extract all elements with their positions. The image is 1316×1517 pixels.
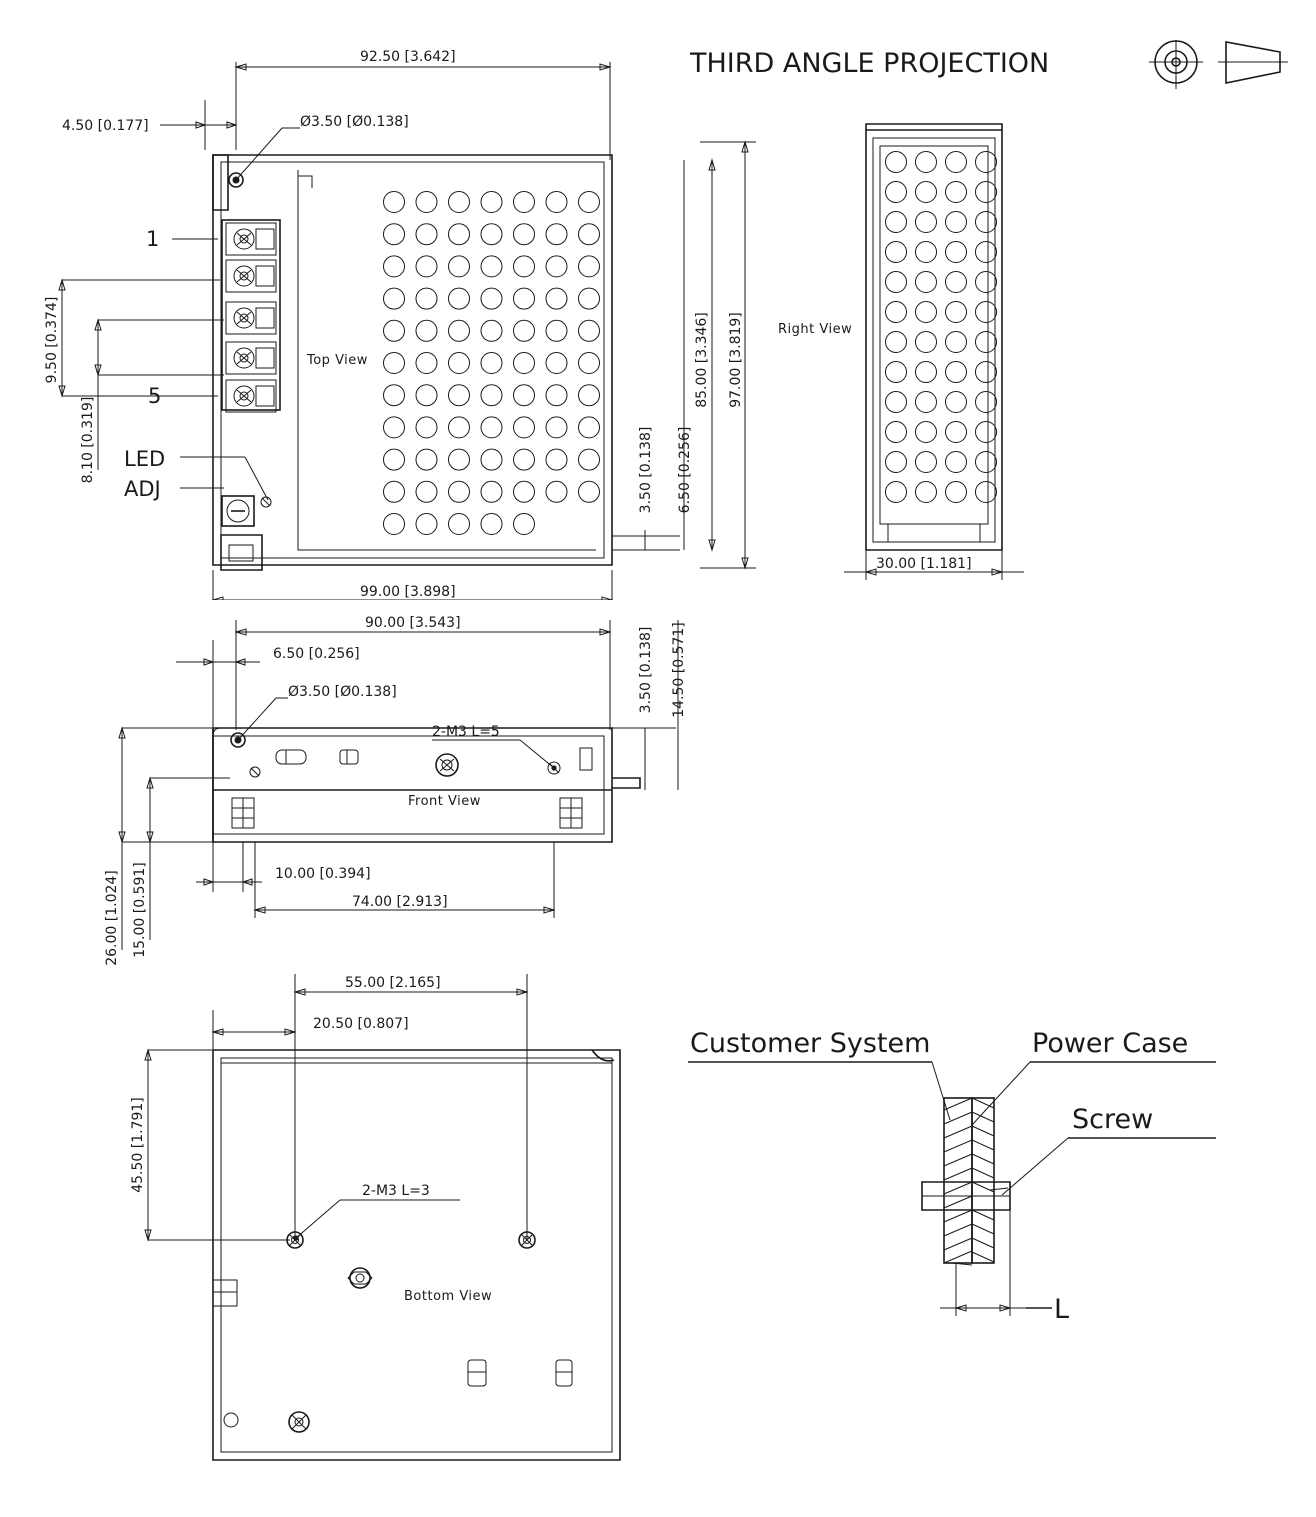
vent-hole — [481, 192, 502, 213]
vent-hole — [481, 385, 502, 406]
vent-hole — [416, 320, 437, 341]
callout-2m3-l5-label: 2-M3 L=5 — [432, 724, 500, 740]
vent-hole — [946, 482, 967, 503]
projection-title: THIRD ANGLE PROJECTION — [690, 48, 1050, 79]
vent-hole — [481, 256, 502, 277]
dim-6-50-top — [677, 160, 693, 550]
vent-hole — [546, 385, 567, 406]
vent-hole — [916, 212, 937, 233]
dim-L-label: L — [1054, 1294, 1070, 1325]
dim-99-00-label: 99.00 [3.898] — [360, 584, 456, 600]
vent-hole — [384, 449, 405, 470]
vent-hole — [514, 353, 535, 374]
vent-hole — [449, 417, 470, 438]
vent-hole — [946, 272, 967, 293]
dim-92-50-label: 92.50 [3.642] — [360, 49, 456, 65]
dim-45-50 — [130, 1050, 290, 1240]
mounting-section-drawing — [922, 1098, 1010, 1265]
vent-hole — [579, 353, 600, 374]
vent-hole — [481, 288, 502, 309]
dim-hole-dia-front — [235, 684, 396, 743]
top-view-case-outline — [213, 155, 612, 570]
dim-90-00-label: 90.00 [3.543] — [365, 615, 461, 631]
vent-hole — [449, 320, 470, 341]
vent-hole — [976, 152, 997, 173]
vent-hole — [416, 288, 437, 309]
vent-hole — [449, 481, 470, 502]
vent-hole — [886, 152, 907, 173]
vent-hole — [416, 417, 437, 438]
dim-30-00 — [844, 550, 1024, 580]
dim-L — [940, 1210, 1069, 1325]
vent-hole — [449, 224, 470, 245]
top-vent-holes — [384, 192, 600, 535]
right-view-label: Right View — [778, 322, 853, 337]
vent-hole — [886, 332, 907, 353]
bottom-view-case-outline — [213, 1050, 620, 1460]
dim-30-00-label: 30.00 [1.181] — [876, 556, 972, 572]
vent-hole — [886, 212, 907, 233]
vent-hole — [481, 514, 502, 535]
dim-20-50-label: 20.50 [0.807] — [313, 1016, 409, 1032]
vent-hole — [449, 288, 470, 309]
vent-hole — [384, 320, 405, 341]
front-view-label: Front View — [408, 794, 481, 809]
vent-hole — [976, 482, 997, 503]
dim-90-00 — [236, 615, 610, 730]
vent-hole — [449, 449, 470, 470]
dim-10-00 — [196, 842, 371, 892]
adj-label: ADJ — [124, 477, 161, 501]
front-view-group — [0, 610, 760, 980]
vent-hole — [546, 320, 567, 341]
dim-3-50-top — [612, 427, 680, 550]
vent-hole — [384, 514, 405, 535]
right-view-group — [770, 100, 1100, 620]
dim-15-00 — [132, 778, 230, 958]
vent-hole — [449, 514, 470, 535]
terminal-1-label: 1 — [146, 227, 160, 251]
vent-hole — [416, 353, 437, 374]
vent-hole — [514, 288, 535, 309]
dim-9-50-label: 9.50 [0.374] — [44, 296, 60, 384]
dim-55-00-label: 55.00 [2.165] — [345, 975, 441, 991]
adj-callout — [124, 477, 271, 526]
vent-hole — [449, 256, 470, 277]
vent-hole — [916, 422, 937, 443]
vent-hole — [481, 449, 502, 470]
vent-hole — [514, 224, 535, 245]
top-view-group — [0, 30, 790, 600]
callout-2m3-l3-label: 2-M3 L=3 — [362, 1183, 430, 1199]
screw-callout — [1002, 1104, 1216, 1195]
vent-hole — [481, 320, 502, 341]
vent-hole — [546, 224, 567, 245]
vent-hole — [449, 353, 470, 374]
vent-hole — [886, 452, 907, 473]
vent-hole — [916, 392, 937, 413]
dim-3-50-front-label: 3.50 [0.138] — [638, 626, 654, 714]
vent-hole — [416, 514, 437, 535]
vent-hole — [946, 182, 967, 203]
vent-hole — [546, 417, 567, 438]
vent-hole — [514, 449, 535, 470]
vent-hole — [546, 192, 567, 213]
dim-26-00 — [104, 728, 212, 966]
vent-hole — [946, 152, 967, 173]
dim-9-50 — [44, 280, 220, 396]
vent-hole — [579, 417, 600, 438]
dim-45-50-label: 45.50 [1.791] — [130, 1097, 146, 1193]
vent-hole — [514, 481, 535, 502]
dim-85-00-label: 85.00 [3.346] — [694, 312, 710, 408]
vent-hole — [514, 385, 535, 406]
vent-hole — [579, 288, 600, 309]
dim-92-50 — [236, 49, 610, 160]
dim-3-50-front — [612, 627, 676, 790]
vent-hole — [546, 288, 567, 309]
front-view-case-outline — [213, 728, 640, 842]
vent-hole — [886, 482, 907, 503]
vent-hole — [916, 302, 937, 323]
vent-hole — [384, 288, 405, 309]
vent-hole — [946, 452, 967, 473]
vent-hole — [514, 514, 535, 535]
dim-14-50-front-label: 14.50 [0.571] — [671, 622, 687, 718]
led-label: LED — [124, 447, 166, 471]
vent-hole — [514, 192, 535, 213]
vent-hole — [976, 452, 997, 473]
terminal-block — [222, 220, 280, 412]
vent-hole — [514, 320, 535, 341]
dim-hole-dia-top-label: Ø3.50 [Ø0.138] — [300, 114, 409, 130]
mounting-detail-group — [660, 1020, 1260, 1360]
right-vent-holes — [886, 152, 997, 503]
vent-hole — [546, 256, 567, 277]
dim-74-00-label: 74.00 [2.913] — [352, 894, 448, 910]
vent-hole — [946, 302, 967, 323]
vent-hole — [976, 422, 997, 443]
vent-hole — [546, 449, 567, 470]
dim-6-50-front-label: 6.50 [0.256] — [273, 646, 360, 662]
top-view-label: Top View — [307, 353, 368, 368]
vent-hole — [579, 481, 600, 502]
vent-hole — [886, 182, 907, 203]
dim-15-00-label: 15.00 [0.591] — [132, 862, 148, 958]
dim-4-50-label: 4.50 [0.177] — [62, 118, 149, 134]
dim-hole-dia-top — [233, 114, 408, 183]
dim-8-10-label: 8.10 [0.319] — [80, 396, 96, 484]
dim-99-00 — [213, 570, 612, 600]
vent-hole — [946, 332, 967, 353]
vent-hole — [579, 224, 600, 245]
vent-hole — [946, 212, 967, 233]
vent-hole — [946, 242, 967, 263]
customer-system-label: Customer System — [690, 1028, 931, 1059]
vent-hole — [916, 152, 937, 173]
vent-hole — [916, 482, 937, 503]
vent-hole — [514, 256, 535, 277]
dim-hole-dia-front-label: Ø3.50 [Ø0.138] — [288, 684, 397, 700]
vent-hole — [481, 224, 502, 245]
vent-hole — [886, 302, 907, 323]
dim-85-00 — [694, 160, 715, 550]
vent-hole — [384, 353, 405, 374]
vent-hole — [976, 332, 997, 353]
vent-hole — [976, 242, 997, 263]
terminal-number-1 — [146, 227, 218, 251]
vent-hole — [384, 417, 405, 438]
vent-hole — [514, 417, 535, 438]
vent-hole — [946, 392, 967, 413]
vent-hole — [384, 224, 405, 245]
vent-hole — [886, 392, 907, 413]
bottom-view-label: Bottom View — [404, 1289, 493, 1304]
vent-hole — [416, 481, 437, 502]
vent-hole — [384, 481, 405, 502]
vent-hole — [976, 392, 997, 413]
vent-hole — [579, 449, 600, 470]
vent-hole — [976, 362, 997, 383]
dim-10-00-label: 10.00 [0.394] — [275, 866, 371, 882]
vent-hole — [976, 272, 997, 293]
vent-hole — [481, 353, 502, 374]
vent-hole — [916, 182, 937, 203]
bottom-view-group — [0, 960, 720, 1490]
callout-2m3-l3 — [293, 1183, 460, 1241]
vent-hole — [916, 362, 937, 383]
vent-hole — [916, 242, 937, 263]
vent-hole — [384, 256, 405, 277]
vent-hole — [886, 422, 907, 443]
dim-20-50 — [213, 1010, 409, 1050]
vent-hole — [416, 385, 437, 406]
power-case-label: Power Case — [1032, 1028, 1189, 1059]
vent-hole — [946, 422, 967, 443]
dim-97-00-label: 97.00 [3.819] — [728, 312, 744, 408]
vent-hole — [416, 192, 437, 213]
projection-cone-icon — [1218, 42, 1288, 83]
vent-hole — [481, 481, 502, 502]
vent-hole — [579, 385, 600, 406]
vent-hole — [579, 320, 600, 341]
dim-3-50-top-label: 3.50 [0.138] — [638, 426, 654, 514]
vent-hole — [946, 362, 967, 383]
customer-system-callout — [688, 1028, 950, 1120]
vent-hole — [449, 385, 470, 406]
vent-hole — [384, 192, 405, 213]
vent-hole — [886, 272, 907, 293]
vent-hole — [916, 272, 937, 293]
vent-hole — [976, 212, 997, 233]
vent-hole — [384, 385, 405, 406]
vent-hole — [976, 302, 997, 323]
vent-hole — [579, 192, 600, 213]
terminal-5-label: 5 — [148, 384, 162, 408]
vent-hole — [481, 417, 502, 438]
vent-hole — [579, 256, 600, 277]
vent-hole — [416, 224, 437, 245]
dim-14-50-front — [671, 620, 687, 790]
dim-4-50 — [62, 100, 236, 150]
vent-hole — [886, 242, 907, 263]
vent-hole — [886, 362, 907, 383]
vent-hole — [416, 256, 437, 277]
vent-hole — [546, 353, 567, 374]
vent-hole — [416, 449, 437, 470]
projection-circle-icon — [1149, 40, 1203, 89]
vent-hole — [449, 192, 470, 213]
vent-hole — [916, 332, 937, 353]
vent-hole — [976, 182, 997, 203]
screw-label: Screw — [1072, 1104, 1154, 1135]
callout-2m3-l5 — [432, 724, 557, 771]
dim-26-00-label: 26.00 [1.024] — [104, 870, 120, 966]
vent-hole — [546, 481, 567, 502]
dim-6-50-top-label: 6.50 [0.256] — [677, 426, 693, 514]
vent-hole — [916, 452, 937, 473]
